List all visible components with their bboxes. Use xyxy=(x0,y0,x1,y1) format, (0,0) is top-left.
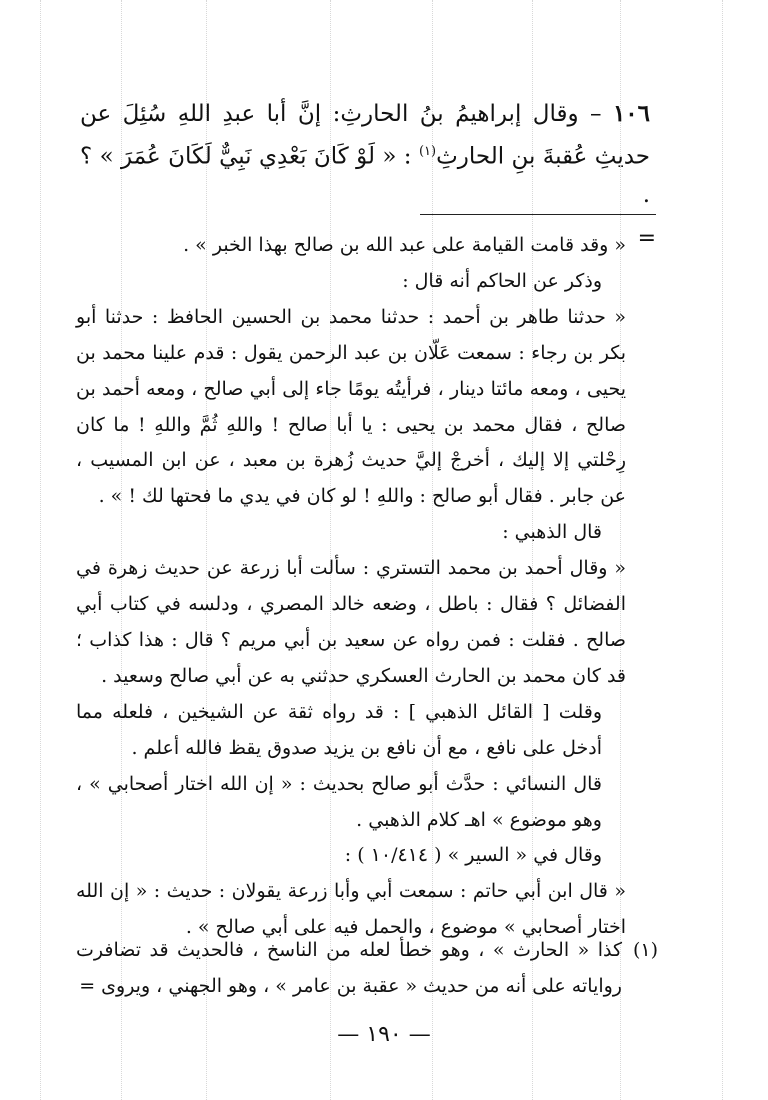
note-line: « وقد قامت القيامة على عبد الله بن صالح بهذا الخبر » . xyxy=(183,234,626,256)
notes-block xyxy=(76,228,626,946)
footnote-reference: (١) xyxy=(418,144,437,159)
note-line: قال النسائي : حدَّث أبو صالح بحديث : « إن الله اختار أصحابي » ، وهو موضوع » اهـ كلام الذهبي . xyxy=(76,772,602,831)
footnote xyxy=(76,932,658,1004)
main-text: – وقال إبراهيمُ بنُ الحارثِ: إنَّ أبا عبدِ اللهِ سُئِلَ عن حديثِ عُقبةَ بنِ الحارثِ xyxy=(80,101,651,170)
main-paragraph xyxy=(80,95,650,214)
main-quote: : « لَوْ كَانَ بَعْدِي نَبِيٌّ لَكَانَ عُمَرَ » ؟ . xyxy=(80,143,650,208)
note-line: وقال في « السير » ( ١٠/٤١٤ ) : xyxy=(344,844,602,867)
note-line: « حدثنا طاهر بن أحمد : حدثنا محمد بن الحسين الحافظ : حدثنا أبو بكر بن رجاء : سمعت عَلّان بن عبد الرحمن يقول : قدم علينا محمد بن يحيى ، ومعه مائتا دينار ، فرأيتُه يومًا جاء إلى أبي صالح ، ومعه أحمد بن صالح ، فقال محمد بن يحيى : يا أبا صالح ! واللهِ ثُمَّ واللهِ ! ما كان رِحْلتي إلا إليك ، أخرجْ إليَّ حديث زُهرة بن معبد ، عن ابن المسيب ، عن جابر . فقال أبو صالح : واللهِ ! لو كان في يدي ما فحتها لك ! » . xyxy=(76,305,626,508)
note-line: وذكر عن الحاكم أنه قال : xyxy=(402,269,602,292)
scan-line xyxy=(40,0,41,1100)
footnote-separator xyxy=(420,214,656,215)
note-line: قال الذهبي : xyxy=(502,521,602,544)
hadith-number: ١٠٦ xyxy=(612,100,650,127)
footnote-text: كذا « الحارث » ، وهو خطأ لعله من الناسخ ، فالحديث قد تضافرت رواياته على أنه من حديث « عقبة بن عامر » ، وهو الجهني ، ويروى = xyxy=(76,939,622,997)
continuation-mark: = xyxy=(637,226,656,251)
note-line: وقلت [ القائل الذهبي ] : قد رواه ثقة عن الشيخين ، فلعله مما أدخل على نافع ، مع أن نافع بن يزيد صدوق يقظ فالله أعلم . xyxy=(76,700,602,759)
note-line: « وقال أحمد بن محمد التستري : سألت أبا زرعة عن حديث زهرة في الفضائل ؟ فقال : باطل ، وضعه خالد المصري ، ودلسه في كتاب أبي صالح . فقلت : فمن رواه عن سعيد بن أبي مريم ؟ قال : هذا كذاب ؛ قد كان محمد بن الحارث العسكري حدثني به عن أبي صالح وسعيد . xyxy=(76,557,626,687)
footnote-number: (١) xyxy=(632,939,658,961)
note-line: « قال ابن أبي حاتم : سمعت أبي وأبا زرعة يقولان : حديث : « إن الله اختار أصحابي » موضوع ، والحمل فيه على أبي صالح » . xyxy=(76,880,626,939)
scan-line xyxy=(722,0,723,1100)
page-number: — ١٩٠ — xyxy=(337,1022,431,1047)
